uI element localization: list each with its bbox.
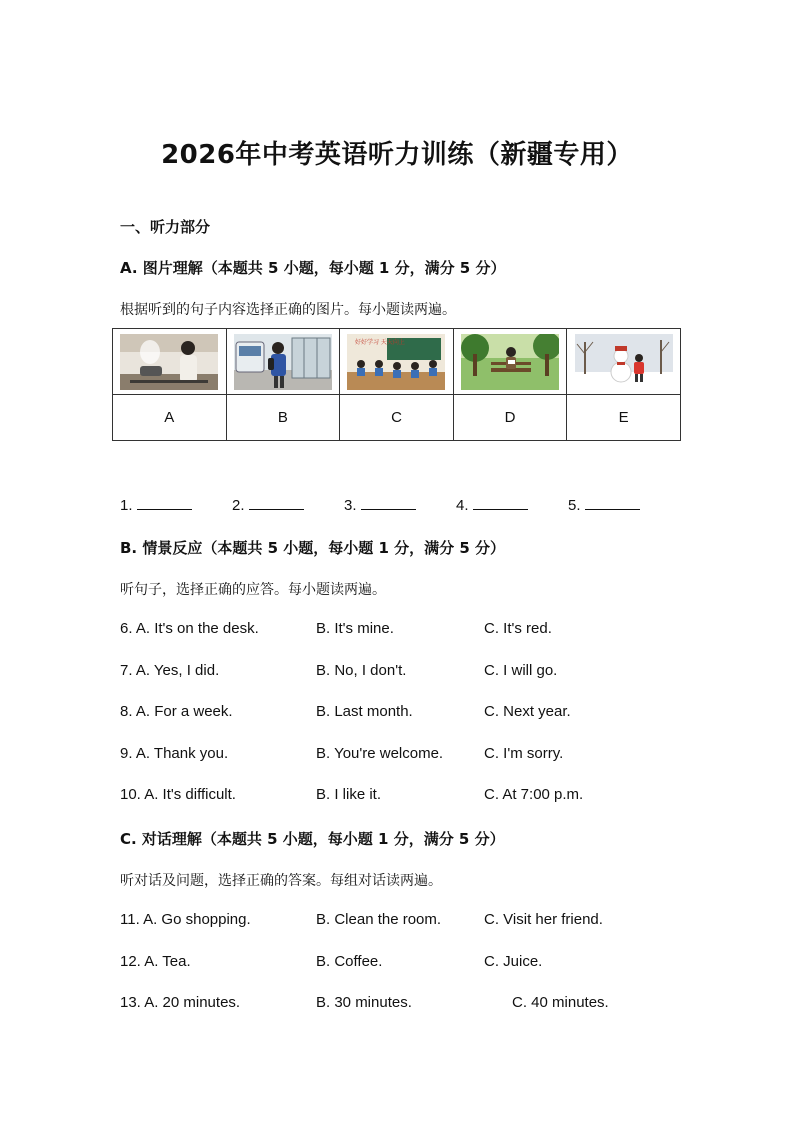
banner-text: 好好学习 天天向上 bbox=[355, 338, 406, 346]
section-a-instruction: 根据听到的句子内容选择正确的图片。每小题读两遍。 bbox=[120, 302, 456, 318]
question-7-option-c: C. I will go. bbox=[484, 662, 558, 679]
answer-blank-1[interactable]: 1. bbox=[120, 495, 192, 514]
question-8-option-a: 8. A. For a week. bbox=[120, 703, 233, 720]
picture-cell-a bbox=[113, 329, 227, 395]
picture-label-e: E bbox=[567, 395, 681, 441]
picture-label-a: A bbox=[113, 395, 227, 441]
answer-blank-3[interactable]: 3. bbox=[344, 495, 416, 514]
classroom-picture bbox=[347, 334, 445, 390]
section-c-instruction: 听对话及问题，选择正确的答案。每组对话读两遍。 bbox=[120, 873, 442, 889]
question-12-option-c: C. Juice. bbox=[484, 953, 543, 970]
picture-label-d: D bbox=[453, 395, 567, 441]
question-7-option-b: B. No, I don't. bbox=[316, 662, 407, 679]
section-a-heading: A. 图片理解（本题共 5 小题，每小题 1 分，满分 5 分） bbox=[120, 259, 506, 277]
cooking-girl-picture bbox=[120, 334, 218, 390]
question-7-option-a: 7. A. Yes, I did. bbox=[120, 662, 220, 679]
question-12-option-b: B. Coffee. bbox=[316, 953, 383, 970]
question-13-option-a: 13. A. 20 minutes. bbox=[120, 994, 241, 1011]
question-6-option-a: 6. A. It's on the desk. bbox=[120, 620, 259, 637]
picture-cell-c bbox=[340, 329, 454, 395]
question-11-option-c: C. Visit her friend. bbox=[484, 911, 603, 928]
picture-label-c: C bbox=[340, 395, 454, 441]
question-9-option-c: C. I'm sorry. bbox=[484, 745, 564, 762]
section-b-heading: B. 情景反应（本题共 5 小题，每小题 1 分，满分 5 分） bbox=[120, 539, 505, 557]
section-b-instruction: 听句子，选择正确的应答。每小题读两遍。 bbox=[120, 582, 386, 598]
snowman-picture bbox=[575, 334, 673, 390]
question-8-option-c: C. Next year. bbox=[484, 703, 571, 720]
question-9-option-a: 9. A. Thank you. bbox=[120, 745, 229, 762]
question-6-option-c: C. It's red. bbox=[484, 620, 552, 637]
section-c-heading: C. 对话理解（本题共 5 小题，每小题 1 分，满分 5 分） bbox=[120, 830, 505, 848]
picture-cell-e bbox=[567, 329, 681, 395]
boy-at-bus-stop-picture bbox=[234, 334, 332, 390]
question-13-option-b: B. 30 minutes. bbox=[316, 994, 412, 1011]
part-heading: 一、听力部分 bbox=[120, 218, 211, 236]
question-8-option-b: B. Last month. bbox=[316, 703, 413, 720]
picture-table bbox=[112, 328, 681, 441]
picture-label-b: B bbox=[226, 395, 340, 441]
page-title: 2026年中考英语听力训练（新疆专用） bbox=[161, 140, 633, 170]
question-12-option-a: 12. A. Tea. bbox=[120, 953, 191, 970]
question-10-option-a: 10. A. It's difficult. bbox=[120, 786, 236, 803]
question-10-option-b: B. I like it. bbox=[316, 786, 382, 803]
question-9-option-b: B. You're welcome. bbox=[316, 745, 444, 762]
question-11-option-b: B. Clean the room. bbox=[316, 911, 442, 928]
answer-blank-2[interactable]: 2. bbox=[232, 495, 304, 514]
park-bench-reading-picture bbox=[461, 334, 559, 390]
question-13-option-c: C. 40 minutes. bbox=[512, 994, 609, 1011]
answer-blank-4[interactable]: 4. bbox=[456, 495, 528, 514]
picture-cell-b bbox=[226, 329, 340, 395]
question-10-option-c: C. At 7:00 p.m. bbox=[484, 786, 584, 803]
question-11-option-a: 11. A. Go shopping. bbox=[120, 911, 251, 928]
answer-blank-5[interactable]: 5. bbox=[568, 495, 640, 514]
picture-cell-d bbox=[453, 329, 567, 395]
question-6-option-b: B. It's mine. bbox=[316, 620, 394, 637]
